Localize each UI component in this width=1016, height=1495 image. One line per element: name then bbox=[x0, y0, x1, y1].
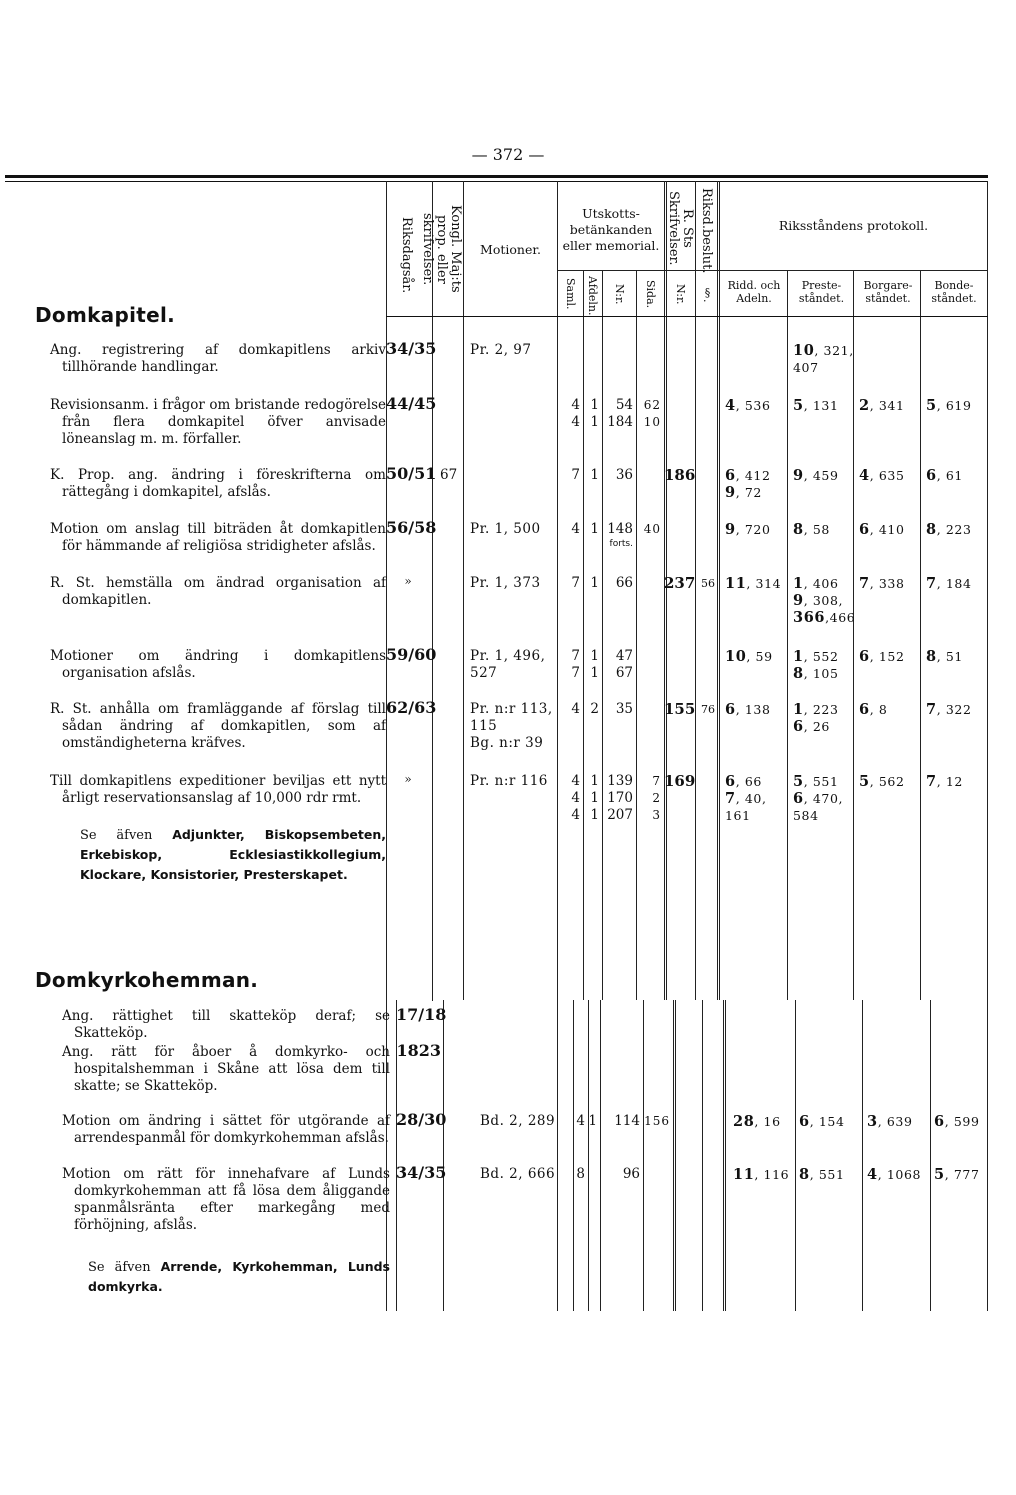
entry-description bbox=[50, 773, 386, 807]
utskott-number: 148 bbox=[607, 521, 633, 537]
protocol-page: , 61 bbox=[936, 468, 963, 483]
col-rule bbox=[643, 1000, 644, 1311]
protocol-bonde bbox=[926, 773, 963, 790]
protocol-volume: 4 bbox=[867, 1166, 878, 1183]
riksdag-beslut-paragraph: 76 bbox=[701, 703, 715, 716]
protocol-page: , 59 bbox=[746, 649, 773, 664]
entry-description-text: Revisionsanm. i frågor om bristande redogörelse från flera domkapitel öfver anvisade löneanslag m. m. förfaller. bbox=[50, 397, 386, 447]
motion-reference: 527 bbox=[470, 665, 498, 681]
protocol-volume: 6 bbox=[725, 773, 736, 790]
motion-reference: Pr. 1, 500 bbox=[470, 521, 541, 537]
rsts-skrifvelse-number: 186 bbox=[664, 466, 696, 484]
utskott-saml: 4 bbox=[571, 807, 580, 823]
protocol-page: , 599 bbox=[944, 1114, 980, 1129]
header-rsts: R. Sts Skrifvelser. bbox=[666, 190, 695, 266]
rsts-skrifvelse-number: 237 bbox=[664, 574, 696, 592]
entry-description-text: Motioner om ändring i domkapitlens organisation afslås. bbox=[50, 648, 386, 681]
riksdag-beslut-paragraph: 56 bbox=[701, 577, 715, 590]
protocol-page: , 116 bbox=[754, 1167, 790, 1182]
protocol-volume: 3 bbox=[867, 1113, 878, 1130]
protocol-bonde bbox=[926, 397, 972, 414]
motion-reference: Bd. 2, 289 bbox=[480, 1113, 556, 1129]
protocol-volume: 6 bbox=[859, 701, 870, 718]
header-protokoll: Riksståndens protokoll. bbox=[778, 218, 929, 233]
protocol-volume: 6 bbox=[926, 467, 937, 484]
protocol-page: , 635 bbox=[869, 468, 905, 483]
entry-description bbox=[50, 648, 386, 682]
protocol-ridd: 161 bbox=[725, 808, 751, 823]
protocol-prest bbox=[793, 718, 830, 735]
protocol-prest: 407 bbox=[793, 360, 819, 375]
utskott-number: forts. bbox=[609, 539, 633, 549]
header-protokoll-bonde: Bonde-ståndet. bbox=[931, 279, 977, 305]
col-rule bbox=[795, 1000, 796, 1311]
protocol-ridd bbox=[725, 648, 773, 665]
rsts-skrifvelse-number: 169 bbox=[664, 772, 696, 790]
protocol-prest bbox=[793, 701, 839, 718]
protocol-prest bbox=[793, 790, 843, 807]
riksdag-year: » bbox=[404, 772, 412, 786]
col-rule bbox=[432, 181, 433, 1001]
protocol-volume: 10 bbox=[725, 648, 747, 665]
entry-description-text: R. St. hemställa om ändrad organisation af domkapitlen. bbox=[50, 575, 386, 608]
protocol-page: , 639 bbox=[877, 1114, 913, 1129]
col-rule bbox=[573, 1000, 574, 1311]
utskott-page: 7 bbox=[652, 774, 661, 788]
col-rule bbox=[557, 181, 558, 1311]
col-rule bbox=[930, 1000, 931, 1311]
protocol-volume: 4 bbox=[859, 467, 870, 484]
entry-description bbox=[50, 701, 386, 752]
protocol-volume: 8 bbox=[793, 521, 804, 538]
protocol-volume: 1 bbox=[793, 701, 804, 718]
utskott-afdelning: 1 bbox=[590, 648, 599, 664]
protocol-bonde bbox=[926, 575, 972, 592]
protocol-page: , 720 bbox=[735, 522, 771, 537]
header-protokoll-prest: Preste-ståndet. bbox=[798, 279, 845, 305]
utskott-number: 47 bbox=[615, 648, 633, 664]
riksdag-year: 56/58 bbox=[386, 518, 437, 537]
header-kongl: Kongl. Maj:ts prop. eller skrifvelser. bbox=[420, 205, 463, 293]
protocol-borg bbox=[859, 521, 905, 538]
col-rule bbox=[787, 270, 788, 1000]
protocol-prest bbox=[793, 609, 855, 626]
see-also-prefix: Se äfven bbox=[80, 828, 153, 843]
utskott-saml: 7 bbox=[571, 648, 580, 664]
protocol-bonde bbox=[934, 1166, 980, 1183]
utskott-saml: 4 bbox=[571, 790, 580, 806]
utskott-afdelning: 1 bbox=[588, 1113, 597, 1129]
protocol-page: , 152 bbox=[869, 649, 905, 664]
protocol-page: , 223 bbox=[803, 702, 839, 717]
protocol-ridd bbox=[725, 467, 771, 484]
col-rule bbox=[463, 181, 464, 1000]
protocol-page: , 72 bbox=[735, 485, 762, 500]
protocol-ridd bbox=[725, 701, 771, 718]
utskott-page: 62 bbox=[643, 398, 661, 412]
protocol-volume: 11 bbox=[733, 1166, 755, 1183]
protocol-volume: 9 bbox=[793, 592, 804, 609]
col-rule bbox=[920, 270, 921, 1000]
entry-description-text: Ang. rätt för åboer å domkyrko- och hospitalshemman i Skåne att lösa dem till skatte; se Skatteköp. bbox=[62, 1044, 390, 1094]
protocol-volume: 8 bbox=[926, 648, 937, 665]
protocol-page: , 58 bbox=[803, 522, 830, 537]
utskott-number: 36 bbox=[615, 467, 633, 483]
protocol-page: , 410 bbox=[869, 522, 905, 537]
entry-description bbox=[50, 397, 386, 448]
protocol-prest bbox=[793, 521, 830, 538]
entry-description-text: Motion om ändring i sättet för utgörande af arrendespanmål för domkyrkohemman afslås. bbox=[62, 1113, 390, 1146]
protocol-bonde bbox=[926, 467, 963, 484]
riksdag-year: 34/35 bbox=[396, 1163, 447, 1182]
protocol-page: , 459 bbox=[803, 468, 839, 483]
protocol-prest bbox=[793, 342, 854, 359]
protocol-page: , 26 bbox=[803, 719, 830, 734]
protocol-page: , 322 bbox=[936, 702, 972, 717]
motion-reference: 115 bbox=[470, 718, 498, 734]
protocol-prest bbox=[793, 467, 839, 484]
entry-description bbox=[62, 1113, 390, 1147]
utskott-afdelning: 1 bbox=[590, 521, 599, 537]
protocol-prest bbox=[799, 1113, 845, 1130]
protocol-prest bbox=[799, 1166, 845, 1183]
header-rsts-nr: N:r. bbox=[674, 283, 687, 305]
protocol-page: , 551 bbox=[803, 774, 839, 789]
protocol-volume: 9 bbox=[725, 521, 736, 538]
riksdag-year: 28/30 bbox=[396, 1110, 447, 1129]
see-also-refs: Arrende, Kyrkohemman, Lunds domkyrka. bbox=[88, 1259, 390, 1294]
protocol-volume: 5 bbox=[926, 397, 937, 414]
protocol-volume: 8 bbox=[799, 1166, 810, 1183]
protocol-page: , 321, bbox=[814, 343, 854, 358]
utskott-afdelning: 1 bbox=[590, 467, 599, 483]
see-also-refs: Adjunkter, Biskopsembeten, Erkebiskop, Ecklesiastikkollegium, Klockare, Konsistorier, Presterskapet. bbox=[80, 827, 386, 882]
entry-description-text: R. St. anhålla om framläggande af förslag till sådan ändring af domkapitlen, som af omständigheterna kräfves. bbox=[50, 701, 386, 751]
protocol-volume: 10 bbox=[793, 342, 815, 359]
protocol-prest bbox=[793, 397, 839, 414]
protocol-volume: 5 bbox=[793, 397, 804, 414]
protocol-volume: 6 bbox=[934, 1113, 945, 1130]
protocol-borg bbox=[859, 467, 905, 484]
utskott-saml: 4 bbox=[571, 397, 580, 413]
protocol-borg bbox=[867, 1166, 921, 1183]
utskott-saml: 7 bbox=[571, 467, 580, 483]
col-rule bbox=[673, 1000, 676, 1311]
rsts-skrifvelse-number: 155 bbox=[664, 700, 696, 718]
header-utskotts-afdeln: Afdeln. bbox=[586, 276, 599, 316]
utskott-number: 184 bbox=[607, 414, 633, 430]
header-subrule bbox=[557, 270, 664, 271]
see-also bbox=[88, 1257, 390, 1297]
utskott-afdelning: 1 bbox=[590, 773, 599, 789]
utskott-saml: 4 bbox=[571, 521, 580, 537]
protocol-prest bbox=[793, 648, 839, 665]
header-utskotts-sida: Sida. bbox=[644, 279, 657, 309]
protocol-volume: 8 bbox=[793, 665, 804, 682]
utskott-number: 67 bbox=[615, 665, 633, 681]
protocol-volume: 6 bbox=[793, 718, 804, 735]
header-protokoll-ridd: Ridd. och Adeln. bbox=[727, 279, 781, 305]
entry-description-text: Till domkapitlens expeditioner beviljas ett nytt årligt reservationsanslag af 10,000 rdr rmt. bbox=[50, 773, 386, 806]
protocol-borg bbox=[859, 397, 905, 414]
utskott-page: 156 bbox=[644, 1114, 670, 1128]
motion-reference: Pr. 1, 373 bbox=[470, 575, 541, 591]
protocol-page: , 552 bbox=[803, 649, 839, 664]
protocol-volume: 6 bbox=[725, 467, 736, 484]
col-rule bbox=[636, 270, 637, 1000]
protocol-prest bbox=[793, 773, 839, 790]
protocol-bonde bbox=[934, 1113, 980, 1130]
entry-description bbox=[50, 467, 386, 501]
riksdag-year: 44/45 bbox=[386, 394, 437, 413]
protocol-page: , 470, bbox=[803, 791, 844, 806]
utskott-afdelning: 1 bbox=[590, 807, 599, 823]
protocol-page: , 131 bbox=[803, 398, 839, 413]
protocol-volume: 6 bbox=[859, 521, 870, 538]
motion-reference: Pr. n:r 116 bbox=[470, 773, 548, 789]
riksdag-year: » bbox=[404, 574, 412, 588]
protocol-bonde bbox=[926, 521, 972, 538]
riksdag-year: 1823 bbox=[396, 1041, 441, 1060]
entry-description-text: Ang. registrering af domkapitlens arkiv tillhörande handlingar. bbox=[50, 342, 386, 375]
protocol-volume: 8 bbox=[926, 521, 937, 538]
table-frame-top bbox=[5, 175, 988, 178]
utskott-afdelning: 1 bbox=[590, 665, 599, 681]
protocol-page: , 314 bbox=[746, 576, 782, 591]
riksdag-year: 34/35 bbox=[386, 339, 437, 358]
protocol-volume: 1 bbox=[793, 575, 804, 592]
entry-description bbox=[62, 1008, 390, 1042]
utskott-saml: 4 bbox=[571, 773, 580, 789]
protocol-page: , 338 bbox=[869, 576, 905, 591]
protocol-volume: 5 bbox=[793, 773, 804, 790]
protocol-page: , 51 bbox=[936, 649, 963, 664]
protocol-ridd bbox=[725, 790, 767, 807]
col-rule bbox=[853, 270, 854, 1000]
protocol-bonde bbox=[926, 648, 963, 665]
utskott-afdelning: 1 bbox=[590, 575, 599, 591]
protocol-borg bbox=[867, 1113, 913, 1130]
protocol-page: , 8 bbox=[869, 702, 888, 717]
header-subrule bbox=[717, 270, 987, 271]
riksdag-year: 50/51 bbox=[386, 464, 437, 483]
riksdag-year: 17/18 bbox=[396, 1005, 447, 1024]
section-heading: Domkyrkohemman. bbox=[35, 968, 259, 992]
utskott-page: 3 bbox=[652, 808, 661, 822]
protocol-bonde bbox=[926, 701, 972, 718]
header-riksdagsar: Riksdagsår. bbox=[399, 216, 414, 294]
utskott-saml: 7 bbox=[571, 575, 580, 591]
motion-reference: Pr. 2, 97 bbox=[470, 342, 532, 358]
riksdag-year: 62/63 bbox=[386, 698, 437, 717]
protocol-volume: 7 bbox=[926, 701, 937, 718]
protocol-page: , 308, bbox=[803, 593, 844, 608]
page-number: — 372 — bbox=[471, 145, 545, 164]
utskott-number: 66 bbox=[615, 575, 633, 591]
col-rule bbox=[600, 1000, 601, 1311]
utskott-afdelning: 1 bbox=[590, 790, 599, 806]
motion-reference: Bd. 2, 666 bbox=[480, 1166, 556, 1182]
utskott-afdelning: 1 bbox=[590, 397, 599, 413]
entry-description bbox=[50, 575, 386, 609]
protocol-volume: 6 bbox=[793, 790, 804, 807]
protocol-volume: 6 bbox=[859, 648, 870, 665]
protocol-volume: 366 bbox=[793, 609, 826, 626]
protocol-volume: 2 bbox=[859, 397, 870, 414]
protocol-page: , 12 bbox=[936, 774, 963, 789]
protocol-ridd bbox=[725, 484, 762, 501]
protocol-page: , 223 bbox=[936, 522, 972, 537]
table-frame-top-inner bbox=[5, 181, 988, 182]
protocol-volume: 7 bbox=[725, 790, 736, 807]
see-also bbox=[80, 825, 386, 885]
protocol-ridd bbox=[725, 773, 762, 790]
protocol-borg bbox=[859, 575, 905, 592]
protocol-page: , 105 bbox=[803, 666, 839, 681]
entry-description-text: Motion om anslag till biträden åt domkapitlen för hämmande af religiösa stridigheter afslås. bbox=[50, 521, 386, 554]
protocol-page: , 341 bbox=[869, 398, 905, 413]
header-riksd: Riksd.beslut. bbox=[699, 188, 714, 274]
utskott-page: 2 bbox=[652, 791, 661, 805]
protocol-volume: 4 bbox=[725, 397, 736, 414]
protocol-volume: 28 bbox=[733, 1113, 755, 1130]
protocol-prest: 584 bbox=[793, 808, 819, 823]
protocol-page: , 562 bbox=[869, 774, 905, 789]
motion-reference: Pr. n:r 113, bbox=[470, 701, 553, 717]
header-protokoll-borg: Borgare-ståndet. bbox=[863, 279, 913, 305]
col-rule bbox=[583, 270, 584, 1000]
utskott-number: 114 bbox=[614, 1113, 640, 1129]
entry-description bbox=[62, 1044, 390, 1095]
utskott-saml: 7 bbox=[571, 665, 580, 681]
protocol-page: , 66 bbox=[735, 774, 762, 789]
col-rule bbox=[702, 1000, 703, 1311]
protocol-prest bbox=[793, 575, 839, 592]
col-rule bbox=[987, 181, 988, 1311]
protocol-ridd bbox=[733, 1113, 781, 1130]
protocol-volume: 6 bbox=[725, 701, 736, 718]
entry-description bbox=[50, 521, 386, 555]
protocol-page: , 412 bbox=[735, 468, 771, 483]
utskott-saml: 4 bbox=[576, 1113, 585, 1129]
header-bottom-rule bbox=[386, 316, 988, 317]
protocol-ridd bbox=[725, 397, 771, 414]
protocol-page: ,466 bbox=[825, 610, 856, 625]
header-riksd-par: §. bbox=[701, 285, 714, 303]
protocol-volume: 7 bbox=[859, 575, 870, 592]
col-rule bbox=[443, 1000, 444, 1311]
kongl-prop-number: 67 bbox=[440, 467, 458, 483]
protocol-volume: 9 bbox=[725, 484, 736, 501]
protocol-page: , 619 bbox=[936, 398, 972, 413]
utskott-number: 35 bbox=[615, 701, 633, 717]
protocol-borg bbox=[859, 773, 905, 790]
motion-reference: Bg. n:r 39 bbox=[470, 735, 544, 751]
protocol-volume: 5 bbox=[859, 773, 870, 790]
header-utskotts: Utskotts-betänkanden eller memorial. bbox=[562, 206, 660, 253]
protocol-prest bbox=[793, 592, 843, 609]
protocol-page: , 1068 bbox=[877, 1167, 922, 1182]
entry-description bbox=[50, 342, 386, 376]
utskott-afdelning: 2 bbox=[590, 701, 599, 717]
riksdag-year: 59/60 bbox=[386, 645, 437, 664]
protocol-prest bbox=[793, 665, 839, 682]
protocol-borg bbox=[859, 648, 905, 665]
entry-description-text: Motion om rätt för innehafvare af Lunds domkyrkohemman att få lösa dem åliggande spanmålsränta efter markegång med förhöjning, afslås. bbox=[62, 1166, 390, 1233]
entry-description bbox=[62, 1166, 390, 1234]
utskott-page: 40 bbox=[643, 522, 661, 536]
header-utskotts-nr: N:r. bbox=[613, 283, 626, 305]
motion-reference: Pr. 1, 496, bbox=[470, 648, 546, 664]
utskott-number: 139 bbox=[607, 773, 633, 789]
protocol-volume: 6 bbox=[799, 1113, 810, 1130]
protocol-ridd bbox=[725, 575, 781, 592]
utskott-page: 10 bbox=[643, 415, 661, 429]
protocol-volume: 7 bbox=[926, 773, 937, 790]
protocol-volume: 9 bbox=[793, 467, 804, 484]
utskott-afdelning: 1 bbox=[590, 414, 599, 430]
protocol-volume: 1 bbox=[793, 648, 804, 665]
protocol-volume: 7 bbox=[926, 575, 937, 592]
protocol-volume: 5 bbox=[934, 1166, 945, 1183]
entry-description-text: K. Prop. ang. ändring i föreskrifterna om rättegång i domkapitel, afslås. bbox=[50, 467, 386, 500]
col-rule bbox=[723, 1000, 726, 1311]
entry-description-text: Ang. rättighet till skatteköp deraf; se Skatteköp. bbox=[62, 1008, 390, 1041]
col-rule bbox=[862, 1000, 863, 1311]
protocol-page: , 154 bbox=[809, 1114, 845, 1129]
protocol-page: , 40, bbox=[735, 791, 767, 806]
col-rule bbox=[602, 270, 603, 1000]
protocol-volume: 11 bbox=[725, 575, 747, 592]
protocol-page: , 138 bbox=[735, 702, 771, 717]
protocol-page: , 406 bbox=[803, 576, 839, 591]
protocol-page: , 551 bbox=[809, 1167, 845, 1182]
see-also-prefix: Se äfven bbox=[88, 1260, 151, 1275]
col-rule bbox=[588, 1000, 589, 1311]
utskott-saml: 4 bbox=[571, 701, 580, 717]
protocol-page: , 184 bbox=[936, 576, 972, 591]
protocol-ridd bbox=[733, 1166, 789, 1183]
protocol-page: , 777 bbox=[944, 1167, 980, 1182]
protocol-borg bbox=[859, 701, 887, 718]
header-utskotts-saml: Saml. bbox=[564, 278, 577, 310]
utskott-number: 96 bbox=[622, 1166, 640, 1182]
col-rule bbox=[717, 181, 720, 1000]
utskott-number: 54 bbox=[615, 397, 633, 413]
utskott-number: 207 bbox=[607, 807, 633, 823]
utskott-number: 170 bbox=[607, 790, 633, 806]
protocol-page: , 16 bbox=[754, 1114, 781, 1129]
protocol-page: , 536 bbox=[735, 398, 771, 413]
utskott-saml: 8 bbox=[576, 1166, 585, 1182]
section-heading: Domkapitel. bbox=[35, 303, 176, 327]
protocol-ridd bbox=[725, 521, 771, 538]
header-motioner: Motioner. bbox=[480, 242, 541, 257]
utskott-saml: 4 bbox=[571, 414, 580, 430]
